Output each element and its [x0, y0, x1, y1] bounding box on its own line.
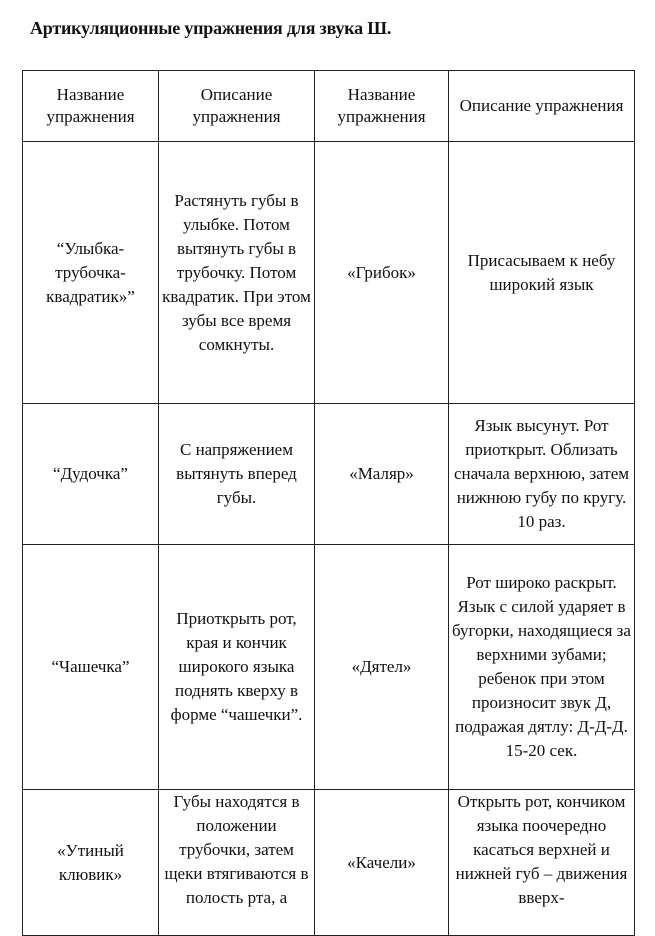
exercises-table [22, 70, 635, 936]
table-row [23, 404, 635, 545]
exercise-description-cell: С напряжением вытянуть вперед губы. [159, 404, 315, 545]
exercise-name-cell: «Маляр» [315, 404, 449, 545]
table-row [23, 545, 635, 790]
header-cell-desc-1: Описание упражнения [159, 71, 315, 142]
header-cell-desc-2: Описание упражнения [449, 71, 635, 142]
exercise-description-cell: Язык высунут. Рот приоткрыт. Облизать сначала верхнюю, затем нижнюю губу по кругу. 10 раз. [449, 404, 635, 545]
header-cell-name-2: Название упражнения [315, 71, 449, 142]
table-row [23, 142, 635, 404]
exercise-description-cell: Губы находятся в положении трубочки, затем щеки втягиваются в полость рта, а [159, 790, 315, 936]
exercise-name-cell: «Качели» [315, 790, 449, 936]
exercise-name-cell: “Улыбка-трубочка-квадратик»” [23, 142, 159, 404]
exercise-name-cell: «Грибок» [315, 142, 449, 404]
table-row [23, 790, 635, 936]
exercise-description-cell: Приоткрыть рот, края и кончик широкого языка поднять кверху в форме “чашечки”. [159, 545, 315, 790]
table-header-row [23, 71, 635, 142]
exercise-name-cell: “Чашечка” [23, 545, 159, 790]
exercise-description-cell: Рот широко раскрыт. Язык с силой ударяет в бугорки, находящиеся за верхними зубами; ребенок при этом произносит звук Д, подражая дятлу: Д-Д-Д. 15-20 сек. [449, 545, 635, 790]
header-cell-name-1: Название упражнения [23, 71, 159, 142]
exercise-description-cell: Растянуть губы в улыбке. Потом вытянуть губы в трубочку. Потом квадратик. При этом зубы все время сомкнуты. [159, 142, 315, 404]
exercise-name-cell: «Утиный клювик» [23, 790, 159, 936]
exercise-name-cell: «Дятел» [315, 545, 449, 790]
exercise-description-cell: Открыть рот, кончиком языка поочередно касаться верхней и нижней губ – движения вверх- [449, 790, 635, 936]
exercise-description-cell: Присасываем к небу широкий язык [449, 142, 635, 404]
exercise-name-cell: “Дудочка” [23, 404, 159, 545]
document-title: Артикуляционные упражнения для звука Ш. [30, 18, 392, 38]
